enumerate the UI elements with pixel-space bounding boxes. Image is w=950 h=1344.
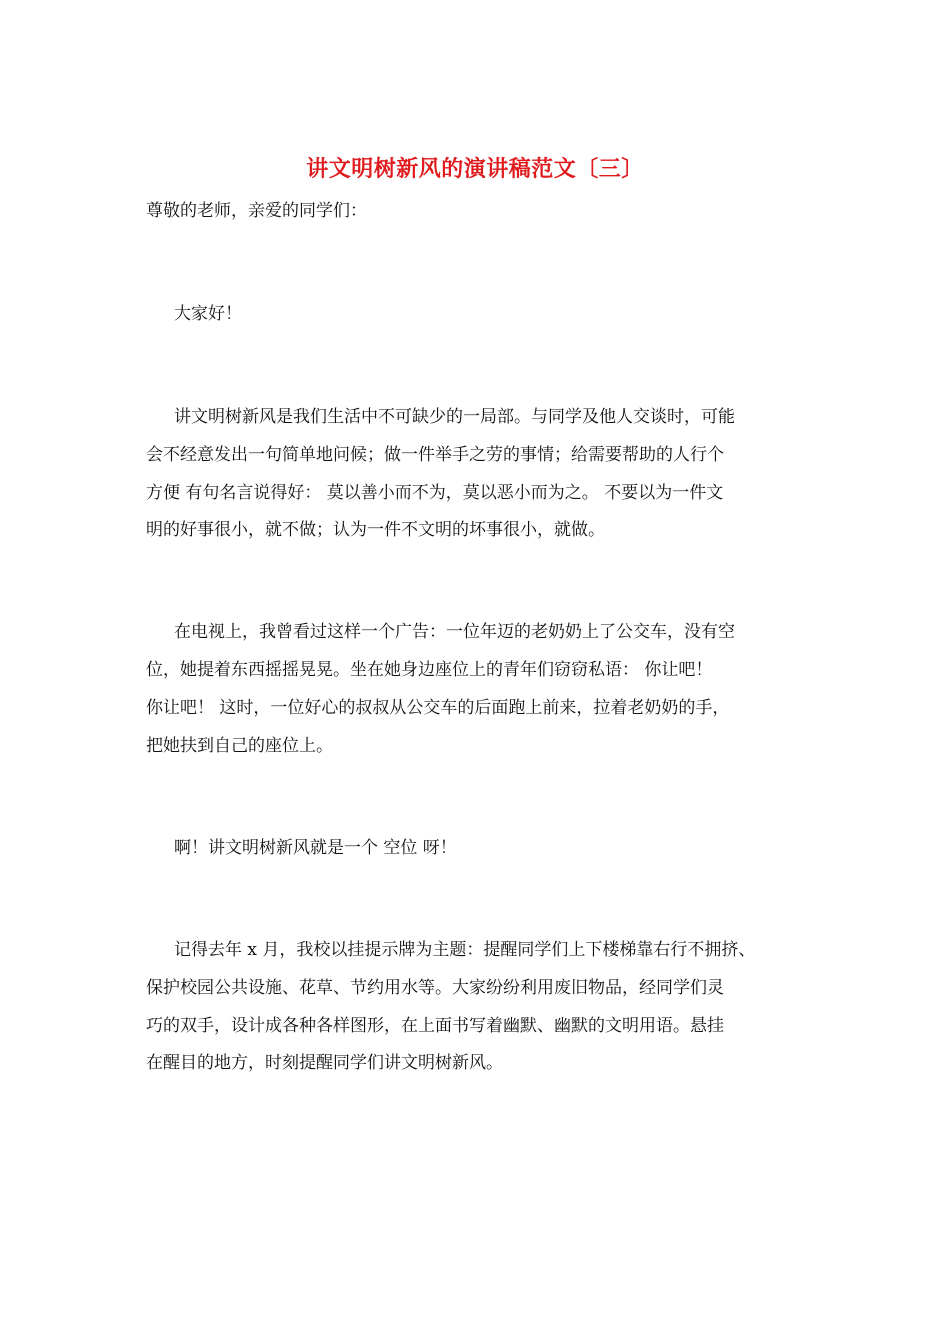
paragraph-1-line-2: 会不经意发出一句简单地问候；做一件举手之劳的事情；给需要帮助的人行个 — [146, 445, 724, 465]
paragraph-1-line-3: 方便 有句名言说得好： 莫以善小而不为，莫以恶小而为之。 不要以为一件文 — [146, 483, 724, 503]
paragraph-2-line-4: 把她扶到自己的座位上。 — [146, 736, 333, 756]
paragraph-4-line-1: 记得去年 x 月，我校以挂提示牌为主题：提醒同学们上下楼梯靠右行不拥挤、 — [174, 940, 756, 960]
paragraph-2-line-1: 在电视上，我曾看过这样一个广告：一位年迈的老奶奶上了公交车，没有空 — [174, 622, 735, 642]
paragraph-4-line-2: 保护校园公共设施、花草、节约用水等。大家纷纷利用废旧物品，经同学们灵 — [146, 978, 724, 998]
paragraph-1-line-1: 讲文明树新风是我们生活中不可缺少的一局部。与同学及他人交谈时，可能 — [174, 407, 735, 427]
document-title: 讲文明树新风的演讲稿范文〔三〕 — [306, 156, 644, 182]
paragraph-2-line-2: 位，她提着东西摇摇晃晃。坐在她身边座位上的青年们窃窃私语： 你让吧！ — [146, 660, 713, 680]
salutation: 尊敬的老师，亲爱的同学们： — [146, 201, 367, 221]
greeting: 大家好！ — [174, 304, 242, 324]
paragraph-2-line-3: 你让吧！ 这时，一位好心的叔叔从公交车的后面跑上前来，拉着老奶奶的手， — [146, 698, 730, 718]
paragraph-4-line-3: 巧的双手，设计成各种各样图形，在上面书写着幽默、幽默的文明用语。悬挂 — [146, 1016, 724, 1036]
paragraph-1-line-4: 明的好事很小，就不做；认为一件不文明的坏事很小，就做。 — [146, 520, 605, 540]
paragraph-4-line-4: 在醒目的地方，时刻提醒同学们讲文明树新风。 — [146, 1053, 503, 1073]
paragraph-3: 啊！讲文明树新风就是一个 空位 呀！ — [174, 838, 457, 858]
